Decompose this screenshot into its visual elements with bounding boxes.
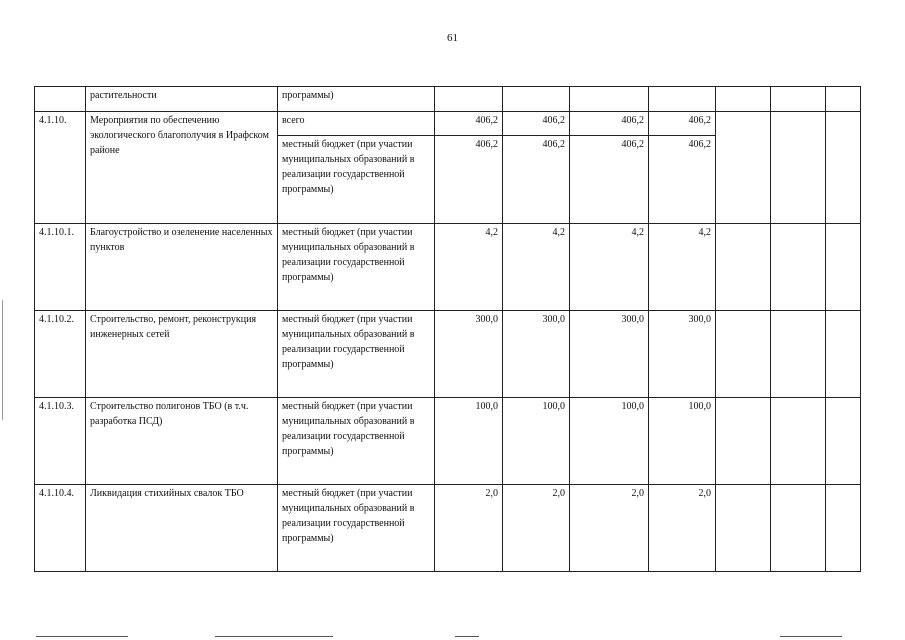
- cell-name: Благоустройство и озеленение населенных пунктов: [86, 224, 278, 311]
- cell-value: [435, 87, 503, 112]
- cell-empty: [716, 398, 771, 485]
- cell-empty: [771, 485, 826, 572]
- cell-empty: [771, 311, 826, 398]
- cell-value: [649, 87, 716, 112]
- cell-value: 4,2: [435, 224, 503, 311]
- cell-value: 4,2: [570, 224, 649, 311]
- footer-marks: [0, 636, 905, 640]
- cell-value: 406,2: [570, 112, 649, 136]
- cell-value: 406,2: [503, 112, 570, 136]
- cell-code: [35, 87, 86, 112]
- cell-empty: [771, 398, 826, 485]
- cell-value: 100,0: [435, 398, 503, 485]
- table-row-4-1-10-4: [35, 485, 861, 572]
- footer-stroke: [36, 636, 128, 637]
- cell-name: Мероприятия по обеспечению экологического благополучия в Ирафском районе: [86, 112, 278, 224]
- cell-value: 100,0: [503, 398, 570, 485]
- footer-stroke: [780, 636, 842, 637]
- cell-value: [503, 87, 570, 112]
- table-row-4-1-10-2: [35, 311, 861, 398]
- cell-source: местный бюджет (при участии муниципальных образований в реализации государственной программы): [278, 136, 435, 224]
- cell-empty: [716, 112, 771, 224]
- cell-name: растительности: [86, 87, 278, 112]
- cell-value: 2,0: [435, 485, 503, 572]
- cell-code: 4.1.10.1.: [35, 224, 86, 311]
- cell-value: 4,2: [649, 224, 716, 311]
- cell-name: Строительство полигонов ТБО (в т.ч. разработка ПСД): [86, 398, 278, 485]
- cell-value: [570, 87, 649, 112]
- cell-value: 406,2: [570, 136, 649, 224]
- cell-code: 4.1.10.3.: [35, 398, 86, 485]
- cell-value: 4,2: [503, 224, 570, 311]
- footer-stroke: [455, 636, 479, 637]
- cell-code: 4.1.10.4.: [35, 485, 86, 572]
- cell-value: 100,0: [649, 398, 716, 485]
- cell-value: 300,0: [435, 311, 503, 398]
- cell-empty: [826, 311, 861, 398]
- cell-empty: [716, 224, 771, 311]
- table-row-4-1-10-1: [35, 224, 861, 311]
- cell-source: местный бюджет (при участии муниципальных образований в реализации государственной программы): [278, 398, 435, 485]
- cell-source: местный бюджет (при участии муниципальных образований в реализации государственной программы): [278, 224, 435, 311]
- table-row-4-1-10-3: [35, 398, 861, 485]
- cell-value: 406,2: [503, 136, 570, 224]
- cell-value: 2,0: [503, 485, 570, 572]
- cell-empty: [771, 224, 826, 311]
- table-row-4-1-10-total: [35, 112, 861, 136]
- cell-value: 406,2: [435, 112, 503, 136]
- cell-empty: [716, 311, 771, 398]
- cell-value: 2,0: [649, 485, 716, 572]
- cell-value: 2,0: [570, 485, 649, 572]
- cell-empty: [826, 398, 861, 485]
- cell-value: 300,0: [649, 311, 716, 398]
- budget-table: [34, 86, 861, 572]
- cell-empty: [826, 224, 861, 311]
- cell-source: всего: [278, 112, 435, 136]
- cell-value: 100,0: [570, 398, 649, 485]
- cell-value: 300,0: [570, 311, 649, 398]
- cell-empty: [826, 485, 861, 572]
- cell-empty: [826, 112, 861, 224]
- cell-value: 406,2: [649, 136, 716, 224]
- cell-source: программы): [278, 87, 435, 112]
- footer-stroke: [215, 636, 333, 637]
- cell-source: местный бюджет (при участии муниципальных образований в реализации государственной программы): [278, 485, 435, 572]
- cell-value: 406,2: [435, 136, 503, 224]
- cell-code: 4.1.10.: [35, 112, 86, 224]
- cell-code: 4.1.10.2.: [35, 311, 86, 398]
- scan-edge-mark: [2, 300, 3, 420]
- cell-empty: [826, 87, 861, 112]
- cell-empty: [716, 485, 771, 572]
- cell-source: местный бюджет (при участии муниципальных образований в реализации государственной программы): [278, 311, 435, 398]
- cell-empty: [716, 87, 771, 112]
- cell-value: 300,0: [503, 311, 570, 398]
- cell-empty: [771, 87, 826, 112]
- table-row-continuation: [35, 87, 861, 112]
- cell-name: Ликвидация стихийных свалок ТБО: [86, 485, 278, 572]
- cell-name: Строительство, ремонт, реконструкция инженерных сетей: [86, 311, 278, 398]
- page-number: 61: [447, 32, 458, 44]
- cell-value: 406,2: [649, 112, 716, 136]
- cell-empty: [771, 112, 826, 224]
